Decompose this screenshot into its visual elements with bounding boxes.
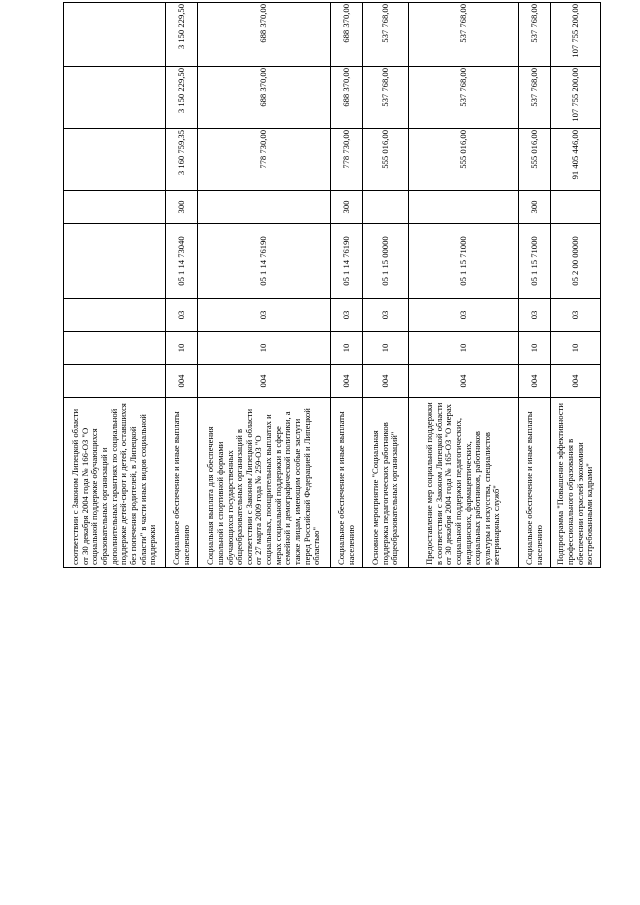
cell-ved: 004	[551, 365, 601, 398]
cell-amount-1: 778 730,00	[331, 129, 363, 191]
cell-amount-2: 688 370,00	[331, 67, 363, 129]
cell-csr: 05 1 15 71000	[519, 224, 551, 299]
table-row	[331, 3, 363, 568]
table-body	[64, 3, 601, 568]
cell-vr: 300	[519, 191, 551, 224]
row-name: соответствии с Законом Липецкой области от 30 декабря 2004 года № 166-ОЗ "О социальной поддержке обучающихся образовательных организаций и дополнительных гарантиях по социальной поддержке детей-сирот и детей, оставшихся без попечения родителей, в Липецкой области" в части иных видов социальной поддержки	[64, 398, 166, 568]
cell-ved: 004	[409, 365, 519, 398]
cell-csr: 05 1 15 71000	[409, 224, 519, 299]
cell-csr: 05 1 14 76190	[198, 224, 331, 299]
cell-rz: 10	[519, 332, 551, 365]
cell-ved: 004	[363, 365, 409, 398]
cell-ved: 004	[166, 365, 198, 398]
cell-pr	[64, 299, 166, 332]
cell-amount-1	[64, 129, 166, 191]
cell-ved: 004	[519, 365, 551, 398]
cell-amount-3: 537 768,00	[519, 3, 551, 67]
cell-amount-3	[64, 3, 166, 67]
cell-vr	[409, 191, 519, 224]
cell-csr	[64, 224, 166, 299]
cell-amount-1: 3 160 759,35	[166, 129, 198, 191]
cell-amount-3: 107 755 200,00	[551, 3, 601, 67]
cell-vr	[551, 191, 601, 224]
table-row	[64, 3, 166, 568]
row-name: Социальное обеспечение и иные выплаты населению	[331, 398, 363, 568]
cell-csr: 05 1 15 00000	[363, 224, 409, 299]
cell-vr	[363, 191, 409, 224]
cell-vr	[198, 191, 331, 224]
table-row	[551, 3, 601, 568]
cell-amount-1: 91 405 446,00	[551, 129, 601, 191]
cell-rz: 10	[331, 332, 363, 365]
cell-amount-3: 688 370,00	[331, 3, 363, 67]
cell-vr	[64, 191, 166, 224]
table-row	[409, 3, 519, 568]
rotated-page	[63, 3, 603, 568]
row-name: Подпрограмма "Повышение эффективности профессионального образования в обеспечении отраслей экономики востребованными кадрами"	[551, 398, 601, 568]
cell-vr: 300	[166, 191, 198, 224]
cell-pr: 03	[409, 299, 519, 332]
cell-rz: 10	[551, 332, 601, 365]
cell-pr: 03	[166, 299, 198, 332]
cell-pr: 03	[198, 299, 331, 332]
cell-vr: 300	[331, 191, 363, 224]
budget-table	[63, 2, 601, 568]
cell-amount-3: 3 150 229,50	[166, 3, 198, 67]
row-name: Социальное обеспечение и иные выплаты населению	[166, 398, 198, 568]
cell-amount-2: 107 755 200,00	[551, 67, 601, 129]
cell-rz: 10	[166, 332, 198, 365]
cell-amount-3: 688 370,00	[198, 3, 331, 67]
cell-ved: 004	[198, 365, 331, 398]
cell-rz: 10	[363, 332, 409, 365]
cell-csr: 05 1 14 76190	[331, 224, 363, 299]
cell-amount-2	[64, 67, 166, 129]
cell-amount-2: 537 768,00	[519, 67, 551, 129]
table-row	[519, 3, 551, 568]
cell-amount-2: 688 370,00	[198, 67, 331, 129]
cell-ved: 004	[331, 365, 363, 398]
cell-ved	[64, 365, 166, 398]
cell-csr: 05 1 14 73040	[166, 224, 198, 299]
cell-pr: 03	[519, 299, 551, 332]
cell-amount-1: 778 730,00	[198, 129, 331, 191]
table-row	[363, 3, 409, 568]
cell-amount-2: 537 768,00	[363, 67, 409, 129]
cell-amount-1: 555 016,00	[363, 129, 409, 191]
cell-pr: 03	[551, 299, 601, 332]
row-name: Социальная выплата для обеспечения школьной и спортивной формами обучающихся государственных общеобразовательных организаций в соответствии с Законом Липецкой области от 27 марта 2009 года № 259-ОЗ "О социальных, поощрительных выплатах и мерах социальной поддержки в сфере семейной и демографической политики, а также лицам, имеющим особые заслуги перед Российской Федерацией и Липецкой областью"	[198, 398, 331, 568]
row-name: Социальное обеспечение и иные выплаты населению	[519, 398, 551, 568]
cell-csr: 05 2 00 00000	[551, 224, 601, 299]
cell-rz: 10	[198, 332, 331, 365]
cell-amount-1: 555 016,00	[519, 129, 551, 191]
table-row	[198, 3, 331, 568]
row-name: Предоставление мер социальной поддержки в соответствии с Законом Липецкой области от 30 декабря 2004 года № 165-ОЗ "О мерах социальной поддержки педагогических, медицинских, фармацевтических, социальных работников, работников культуры и искусства, специалистов ветеринарных служб"	[409, 398, 519, 568]
cell-amount-1: 555 016,00	[409, 129, 519, 191]
cell-amount-2: 3 150 229,50	[166, 67, 198, 129]
cell-amount-2: 537 768,00	[409, 67, 519, 129]
cell-amount-3: 537 768,00	[363, 3, 409, 67]
cell-amount-3: 537 768,00	[409, 3, 519, 67]
cell-rz	[64, 332, 166, 365]
cell-pr: 03	[363, 299, 409, 332]
row-name: Основное мероприятие "Социальная поддержка педагогических работников общеобразовательных организаций"	[363, 398, 409, 568]
cell-rz: 10	[409, 332, 519, 365]
table-row	[166, 3, 198, 568]
cell-pr: 03	[331, 299, 363, 332]
